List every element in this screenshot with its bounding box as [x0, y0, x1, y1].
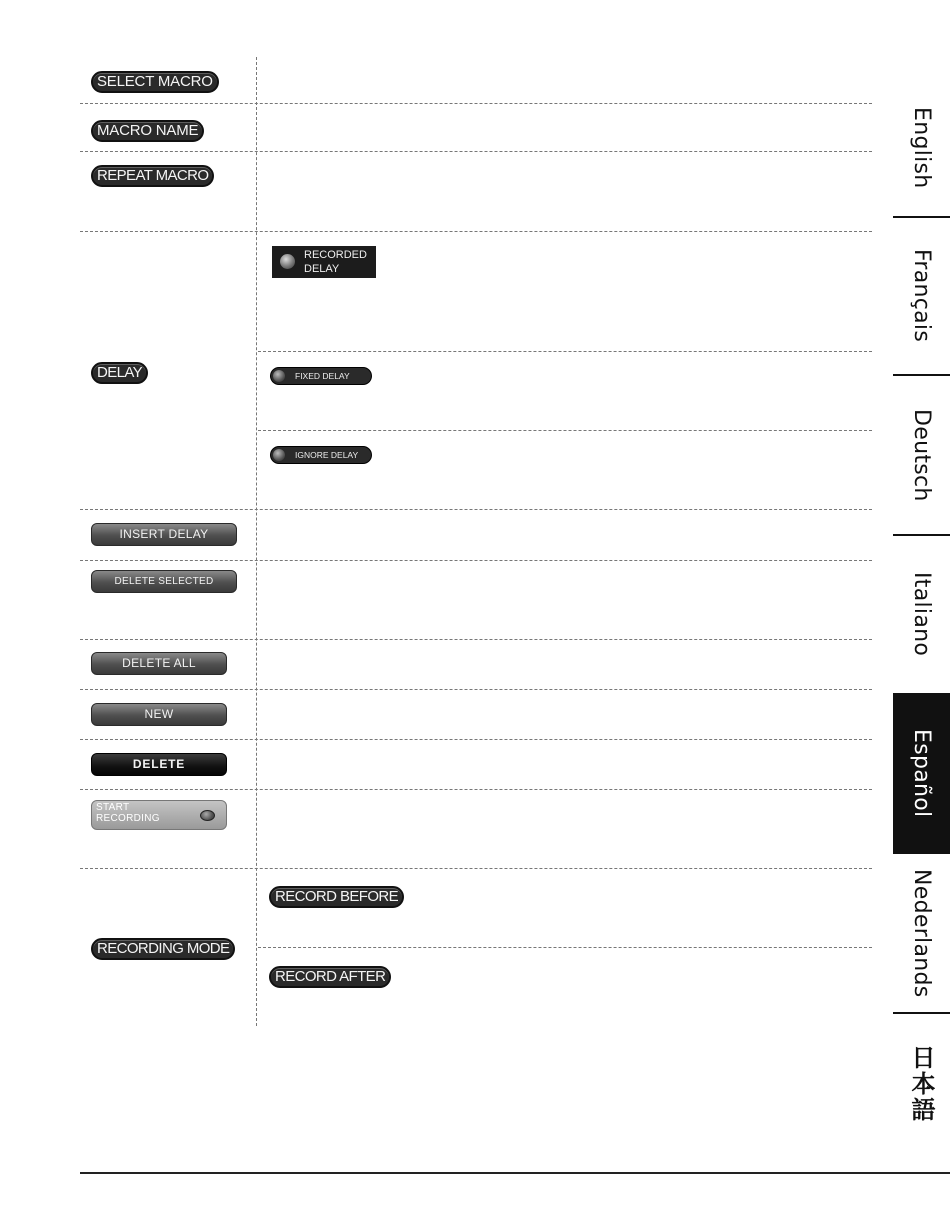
select-macro-label: SELECT MACRO: [91, 71, 219, 93]
record-after-option[interactable]: RECORD AFTER: [269, 966, 391, 988]
tab-english[interactable]: [893, 80, 950, 216]
recorded-delay-line1: RECORDED: [304, 249, 367, 261]
tab-deutsch[interactable]: [893, 376, 950, 534]
row-divider: [80, 868, 872, 869]
row-divider: [80, 560, 872, 561]
ignore-delay-text: IGNORE DELAY: [295, 450, 359, 460]
tab-italiano[interactable]: [893, 536, 950, 693]
tab-japanese[interactable]: [893, 1014, 950, 1154]
tab-italiano-label: Italiano: [909, 572, 934, 657]
column-divider: [256, 57, 257, 1026]
recording-mode-label: RECORDING MODE: [91, 938, 235, 960]
row-divider: [258, 430, 872, 431]
insert-delay-button[interactable]: INSERT DELAY: [91, 523, 237, 546]
start-recording-label-line1: START: [96, 802, 130, 813]
row-divider: [80, 789, 872, 790]
tab-francais-label: Français: [909, 249, 934, 343]
recorded-delay-text: [304, 248, 367, 276]
record-before-option[interactable]: RECORD BEFORE: [269, 886, 404, 908]
row-divider: [80, 639, 872, 640]
new-button[interactable]: NEW: [91, 703, 227, 726]
macro-name-label: MACRO NAME: [91, 120, 204, 142]
recording-led-icon: [200, 810, 215, 821]
tab-espanol-label: Español: [909, 729, 934, 818]
tab-francais[interactable]: [893, 218, 950, 374]
radio-button-icon: [273, 370, 285, 382]
recorded-delay-option[interactable]: [272, 246, 376, 278]
row-divider: [80, 689, 872, 690]
tab-deutsch-label: Deutsch: [909, 408, 934, 502]
tab-japanese-label: 日本語: [907, 1045, 935, 1123]
fixed-delay-text: FIXED DELAY: [295, 371, 350, 381]
fixed-delay-option[interactable]: [270, 367, 372, 385]
row-divider: [258, 947, 872, 948]
tab-nederlands-label: Nederlands: [909, 868, 934, 998]
delete-all-button[interactable]: DELETE ALL: [91, 652, 227, 675]
repeat-macro-label: REPEAT MACRO: [91, 165, 214, 187]
start-recording-label-line2: RECORDING: [96, 813, 160, 824]
radio-button-icon: [280, 254, 295, 269]
delete-selected-button[interactable]: DELETE SELECTED: [91, 570, 237, 593]
tab-espanol[interactable]: [893, 693, 950, 854]
delete-button[interactable]: DELETE: [91, 753, 227, 776]
row-divider: [80, 151, 872, 152]
row-divider: [80, 231, 872, 232]
row-divider: [258, 351, 872, 352]
recorded-delay-line2: DELAY: [304, 263, 340, 275]
tab-english-label: English: [909, 107, 934, 189]
ignore-delay-option[interactable]: [270, 446, 372, 464]
row-divider: [80, 739, 872, 740]
bottom-rule: [80, 1172, 950, 1174]
delay-label: DELAY: [91, 362, 148, 384]
start-recording-button[interactable]: [91, 800, 227, 830]
tab-nederlands[interactable]: [893, 854, 950, 1012]
radio-button-icon: [273, 449, 285, 461]
row-divider: [80, 103, 872, 104]
row-divider: [80, 509, 872, 510]
